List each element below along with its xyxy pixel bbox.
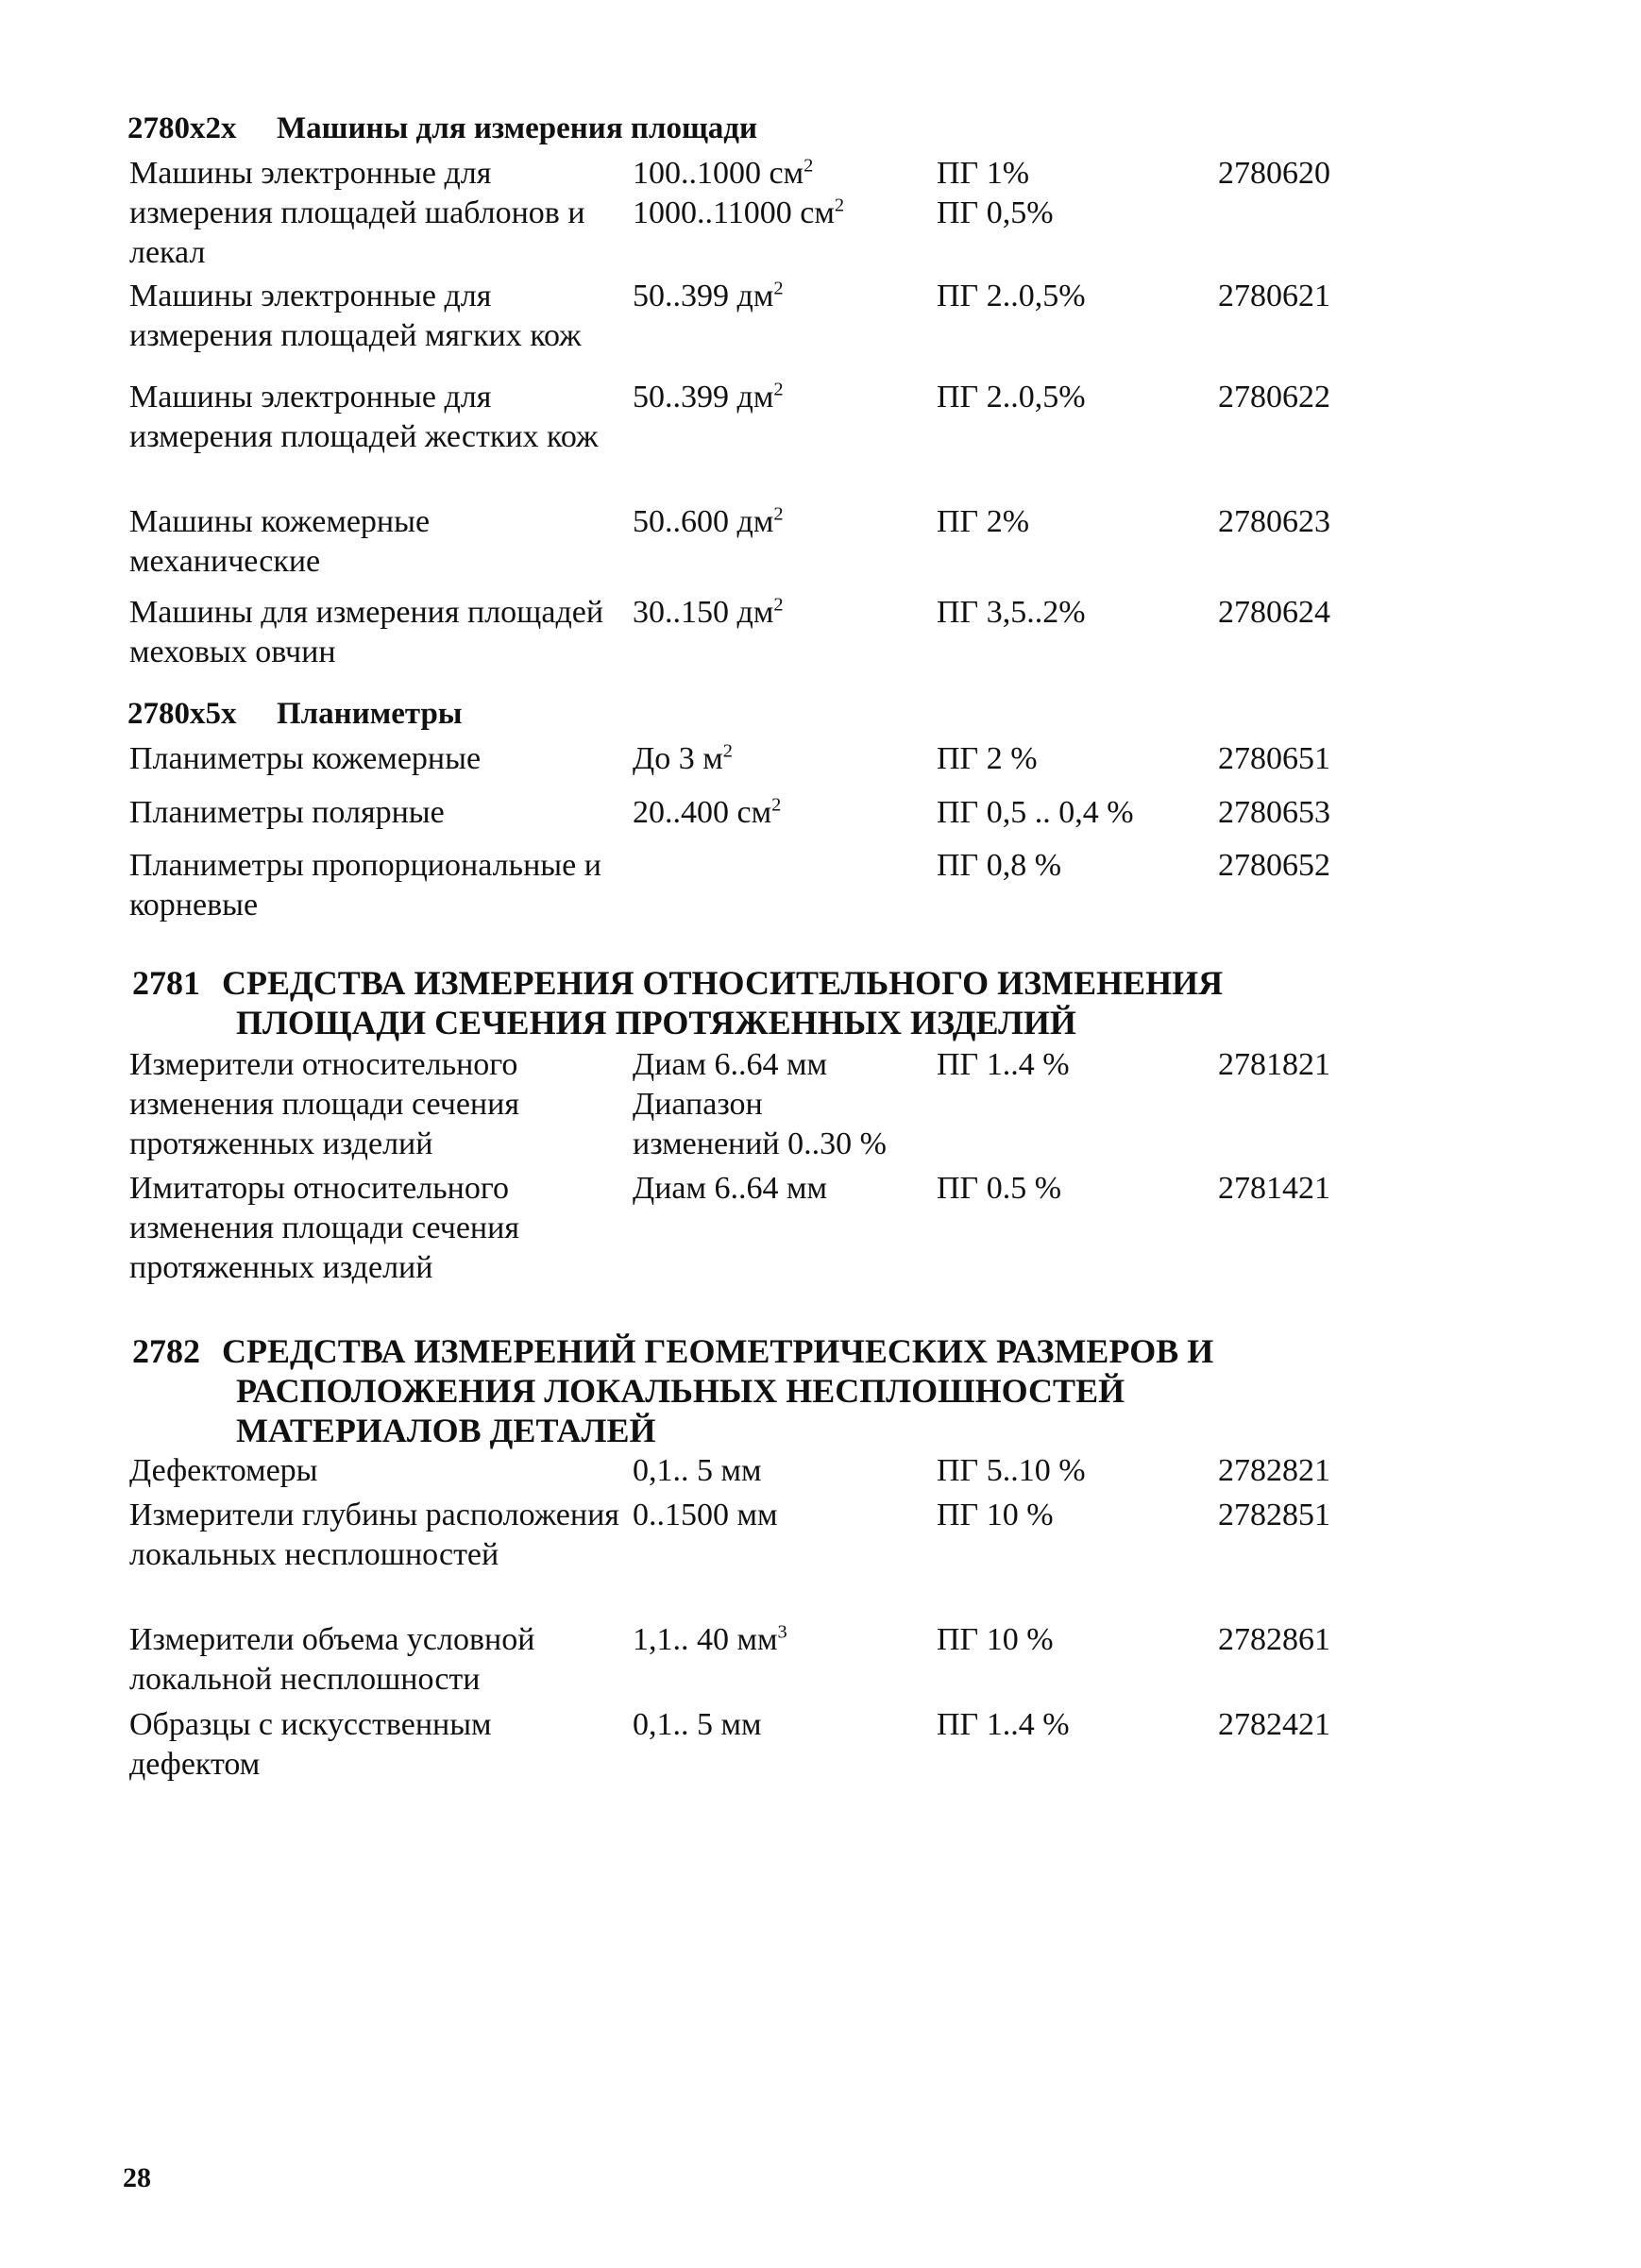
item-accuracy: ПГ 1% ПГ 0,5% xyxy=(937,156,1054,230)
item-code: 2780621 xyxy=(1218,279,1330,313)
item-range: Диам 6..64 мм Диапазон изменений 0..30 % xyxy=(633,1047,887,1161)
item-code: 2782861 xyxy=(1218,1622,1330,1657)
section-code: 2780x5x xyxy=(127,697,237,731)
item-accuracy: ПГ 10 % xyxy=(937,1498,1054,1532)
item-accuracy: ПГ 2 % xyxy=(937,741,1038,776)
item-accuracy: ПГ 2..0,5% xyxy=(937,380,1086,415)
section-heading xyxy=(132,1331,1213,1450)
section-title-line: СРЕДСТВА ИЗМЕРЕНИЯ ОТНОСИТЕЛЬНОГО ИЗМЕНЕНИЯ xyxy=(222,964,1224,1002)
item-name: Машины электронные для измерения площадей мягких кож xyxy=(129,279,582,353)
item-accuracy: ПГ 1..4 % xyxy=(937,1707,1070,1742)
item-name: Измерители объема условной локальной несплошности xyxy=(129,1622,535,1697)
item-range: Диам 6..64 мм xyxy=(633,1171,828,1206)
section-title-line: СРЕДСТВА ИЗМЕРЕНИЙ ГЕОМЕТРИЧЕСКИХ РАЗМЕРОВ И xyxy=(222,1332,1214,1370)
item-range: 0,1.. 5 мм xyxy=(633,1453,762,1488)
section-heading xyxy=(127,697,463,732)
item-name: Машины кожемерные механические xyxy=(129,504,431,579)
item-range: 0..1500 мм xyxy=(633,1498,778,1532)
item-code: 2780624 xyxy=(1218,595,1330,630)
item-accuracy: ПГ 10 % xyxy=(937,1622,1054,1657)
item-range: 50..600 $дм^2$ xyxy=(633,503,784,539)
section-code: 2780x2x xyxy=(127,111,237,145)
item-range: 20..400 $см^2$ xyxy=(633,794,782,830)
item-name: Машины электронные для измерения площадей жестких кож xyxy=(129,380,599,454)
section-title: Машины для измерения площади xyxy=(277,111,758,145)
item-range: 50..399 $дм^2$ xyxy=(633,278,784,313)
item-name: Измерители относительного изменения площади сечения протяженных изделий xyxy=(129,1047,519,1161)
section-title-line: РАСПОЛОЖЕНИЯ ЛОКАЛЬНЫХ НЕСПЛОШНОСТЕЙ xyxy=(236,1372,1125,1410)
item-code: 2780653 xyxy=(1218,795,1330,830)
item-range: 0,1.. 5 мм xyxy=(633,1707,762,1742)
item-accuracy: ПГ 0,8 % xyxy=(937,848,1062,883)
item-code: 2780622 xyxy=(1218,380,1330,415)
item-code: 2781821 xyxy=(1218,1047,1330,1082)
item-name: Дефектомеры xyxy=(129,1453,318,1488)
item-code: 2780623 xyxy=(1218,504,1330,539)
section-heading xyxy=(132,963,1223,1042)
item-name: Измерители глубины расположения локальных несплошностей xyxy=(129,1498,619,1572)
section-title: Планиметры xyxy=(277,697,463,731)
item-accuracy: ПГ 1..4 % xyxy=(937,1047,1070,1082)
item-code: 2780620 xyxy=(1218,156,1330,191)
page-number: 28 xyxy=(123,2162,151,2193)
item-range: 50..399 $дм^2$ xyxy=(633,379,784,415)
section-code: 2782 xyxy=(132,1332,200,1370)
section-heading xyxy=(127,111,757,146)
item-name: Планиметры пропорциональные и корневые xyxy=(129,848,601,922)
item-name: Машины для измерения площадей меховых овчин xyxy=(129,595,604,669)
item-code: 2782421 xyxy=(1218,1707,1330,1742)
item-accuracy: ПГ 5..10 % xyxy=(937,1453,1086,1488)
item-range: 100..1000 $см^2$ 1000..11000 $см^2$ xyxy=(633,155,845,230)
item-name: Имитаторы относительного изменения площади сечения протяженных изделий xyxy=(129,1171,519,1285)
item-code: 2780652 xyxy=(1218,848,1330,883)
item-code: 2782821 xyxy=(1218,1453,1330,1488)
section-title-line: МАТЕРИАЛОВ ДЕТАЛЕЙ xyxy=(236,1412,656,1449)
item-accuracy: ПГ 0.5 % xyxy=(937,1171,1062,1206)
item-accuracy: ПГ 3,5..2% xyxy=(937,595,1086,630)
item-name: Машины электронные для измерения площадей шаблонов и лекал xyxy=(129,156,585,270)
item-accuracy: ПГ 2% xyxy=(937,504,1030,539)
item-code: 2782851 xyxy=(1218,1498,1330,1532)
item-accuracy: ПГ 0,5 .. 0,4 % xyxy=(937,795,1134,830)
item-code: 2781421 xyxy=(1218,1171,1330,1206)
item-range: 30..150 $дм^2$ xyxy=(633,594,784,630)
item-range: До 3 $м^2$ xyxy=(633,740,733,776)
section-code: 2781 xyxy=(132,964,200,1002)
item-code: 2780651 xyxy=(1218,741,1330,776)
section-title-line: ПЛОЩАДИ СЕЧЕНИЯ ПРОТЯЖЕННЫХ ИЗДЕЛИЙ xyxy=(236,1004,1076,1041)
item-range: 1,1.. 40 $мм^3$ xyxy=(633,1621,787,1657)
item-name: Образцы с искусственным дефектом xyxy=(129,1707,492,1782)
item-accuracy: ПГ 2..0,5% xyxy=(937,279,1086,313)
item-name: Планиметры полярные xyxy=(129,795,445,830)
item-name: Планиметры кожемерные xyxy=(129,741,482,776)
